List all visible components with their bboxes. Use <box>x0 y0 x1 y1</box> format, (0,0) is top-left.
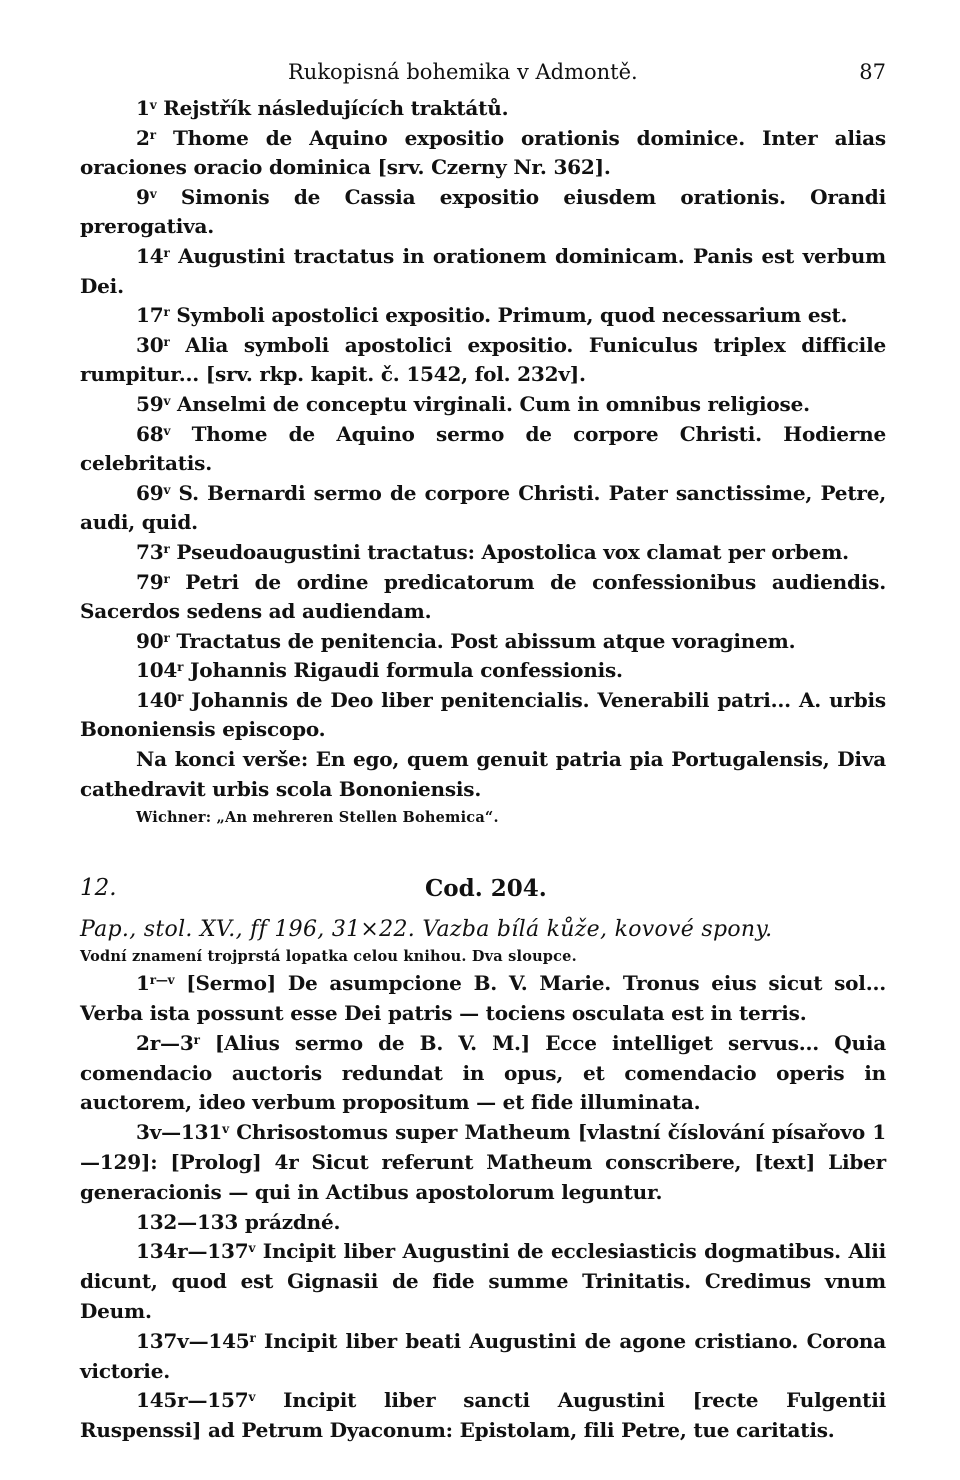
entry: 9$^v$ Simonis de Cassia expositio eiusdem orationis. Orandi prerogativa. <box>80 184 886 239</box>
entry: 68$^v$ Thome de Aquino sermo de corpore Christi. Hodierne celebritatis. <box>80 421 886 476</box>
page-number: 87 <box>859 60 886 84</box>
contents-list <box>80 94 886 831</box>
entry: 73$^r$ Pseudoaugustini tractatus: Apostolica vox clamat per orbem. <box>136 539 849 564</box>
entry: 17$^r$ Symboli apostolici expositio. Primum, quod necessarium est. <box>136 303 848 328</box>
header-title: Rukopisná bohemika v Admontě. <box>288 60 638 84</box>
entry: 2$^r$ Thome de Aquino expositio orationis dominice. Inter alias oraciones oracio dominica [srv. Czerny Nr. 362]. <box>80 125 886 180</box>
codex-contents-list <box>80 969 886 1446</box>
entry: 79$^r$ Petri de ordine predicatorum de confessionibus audiendis. Sacerdos sedens ad audiendam. <box>80 569 886 624</box>
entry: 134r—137$^v$ Incipit liber Augustini de ecclesiasticis dogmatibus. Alii dicunt, quod est Gignasii de fide summe Trinitatis. Credimus vnum Deum. <box>80 1239 886 1324</box>
entry: Na konci verše: En ego, quem genuit patria pia Portugalensis, Diva cathedravit urbis scola Bononiensis. <box>80 747 886 801</box>
entry: 104$^r$ Johannis Rigaudi formula confessionis. <box>136 658 623 683</box>
entry: 14$^r$ Augustini tractatus in orationem dominicam. Panis est verbum Dei. <box>80 243 886 298</box>
codex-note: Vodní znamení trojprstá lopatka celou knihou. Dva sloupce. <box>80 948 577 966</box>
page <box>80 56 886 1446</box>
wichner-note: Wichner: „An mehreren Stellen Bohemica“. <box>136 809 499 827</box>
entry: 90$^r$ Tractatus de penitencia. Post abissum atque voraginem. <box>136 628 796 653</box>
codex-heading <box>80 869 886 915</box>
entry: 1$^v$ Rejstřík následujících traktátů. <box>136 96 509 120</box>
entry: $1^{r—v}$ [Sermo] De asumpcione B. V. Marie. Tronus eius sicut sol... Verba ista possunt esse Dei patris — tociens osculata est in terris. <box>80 971 886 1026</box>
entry: 137v—145$^r$ Incipit liber beati Augustini de agone cristiano. Corona victorie. <box>80 1328 886 1383</box>
entry: 145r—157$^v$ Incipit liber sancti Augustini [recte Fulgentii Ruspenssi] ad Petrum Dyaconum: Epistolam, fili Petre, tue caritatis. <box>80 1388 886 1443</box>
entry: 30$^r$ Alia symboli apostolici expositio. Funiculus triplex difficile rumpitur... [srv. rkp. kapit. č. 1542, fol. 232v]. <box>80 332 886 387</box>
entry: 3v—131$^v$ Chrisostomus super Matheum [vlastní číslování písařovo 1—129]: [Prolog] 4r Sicut referunt Matheum conscribere, [text] Liber generacionis — qui in Actibus apostolorum leguntur. <box>80 1120 886 1204</box>
codex-description: Pap., stol. XV., ff 196, 31×22. Vazba bílá kůže, kovové spony. <box>80 917 773 943</box>
entry: 140$^r$ Johannis de Deo liber penitencialis. Venerabili patri... A. urbis Bononiensis episcopo. <box>80 687 886 742</box>
codex-number: 12. <box>80 875 117 902</box>
codex-title: Cod. 204. <box>425 875 547 903</box>
entry: 2r—3$^r$ [Alius sermo de B. V. M.] Ecce intelliget servus... Quia comendacio auctoris redundat in opus, et comendacio operis in auctorem, ideo verbum propositum — et fide illuminata. <box>80 1030 886 1115</box>
running-header <box>80 56 886 94</box>
entry: 69$^v$ S. Bernardi sermo de corpore Christi. Pater sanctissime, Petre, audi, quid. <box>80 480 886 535</box>
entry: 59$^v$ Anselmi de conceptu virginali. Cum in omnibus religiose. <box>136 391 810 416</box>
entry: 132—133 prázdné. <box>136 1209 341 1234</box>
